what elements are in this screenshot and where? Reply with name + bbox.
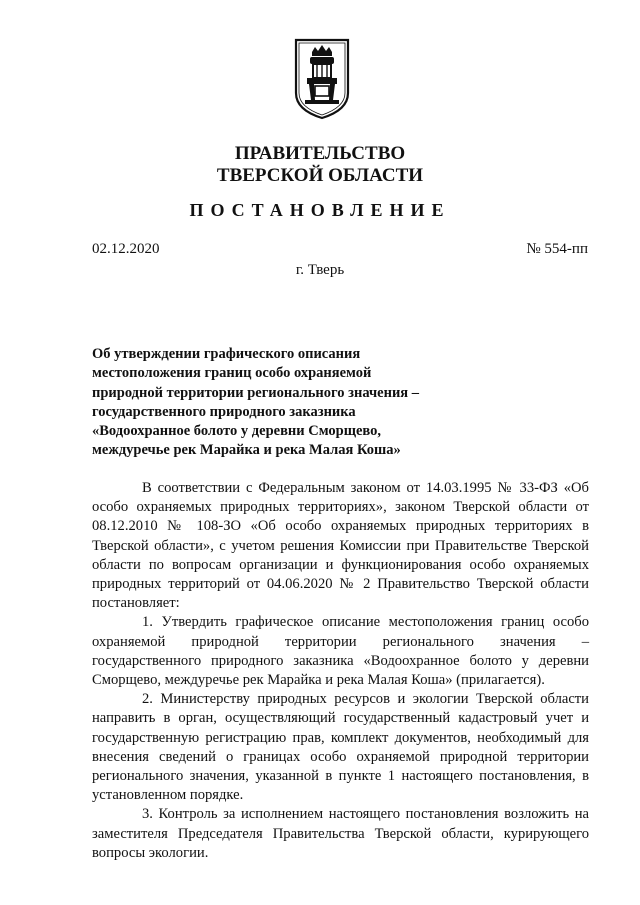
document-type-title: ПОСТАНОВЛЕНИЕ bbox=[189, 200, 451, 220]
preamble-paragraph: В соответствии с Федеральным законом от 14.03.1995 № 33-ФЗ «Об особо охраняемых природных территориях», законом Тверской области от 08.12.2010 № 108-ЗО «Об особо охраняемых природных территориях в Тверской области», с учетом решения Комиссии при Правительстве Тверской области по вопросам организации и функционирования особо охраняемых природных территорий от 04.06.2020 № 2 Правительство Тверской области постановляет: bbox=[92, 480, 589, 612]
subject-line: государственного природного заказника bbox=[92, 403, 356, 420]
document-subject bbox=[92, 345, 472, 461]
subject-line: междуречье рек Марайка и река Малая Коша» bbox=[92, 442, 401, 459]
document-number: № 554-пп bbox=[526, 241, 588, 257]
subject-line: Об утверждении графического описания bbox=[92, 346, 361, 362]
document-body bbox=[92, 479, 589, 863]
tver-region-coat-of-arms-icon bbox=[293, 38, 351, 120]
document-date: 02.12.2020 bbox=[92, 241, 160, 257]
subject-line: «Водоохранное болото у деревни Сморщево, bbox=[92, 423, 381, 440]
government-name-line-2: ТВЕРСКОЙ ОБЛАСТИ bbox=[216, 165, 424, 186]
subject-line: местоположения границ особо охраняемой bbox=[92, 365, 372, 382]
subject-line: природной территории регионального значения – bbox=[92, 384, 420, 401]
clause-paragraph: 1. Утвердить графическое описание местоположения границ особо охраняемой природной территории регионального значения – государственного природного заказника «Водоохранное болото у деревни Сморщево, междуречье рек Марайка и река Малая Коша» (прилагается). bbox=[92, 614, 589, 689]
clause-paragraph: 2. Министерству природных ресурсов и экологии Тверской области направить в орган, осуществляющий государственный кадастровый учет и государственную регистрацию прав, комплект документов, необходимый для внесения сведений о границах особо охраняемой природной территории регионального значения, указанной в пункте 1 настоящего постановления, в установленном порядке. bbox=[92, 691, 589, 804]
document-city: г. Тверь bbox=[295, 262, 345, 278]
clause-paragraph: 3. Контроль за исполнением настоящего постановления возложить на заместителя Председателя Правительства Тверской области, курирующего вопросы экологии. bbox=[92, 806, 589, 861]
government-name-line-1: ПРАВИТЕЛЬСТВО bbox=[234, 143, 406, 164]
